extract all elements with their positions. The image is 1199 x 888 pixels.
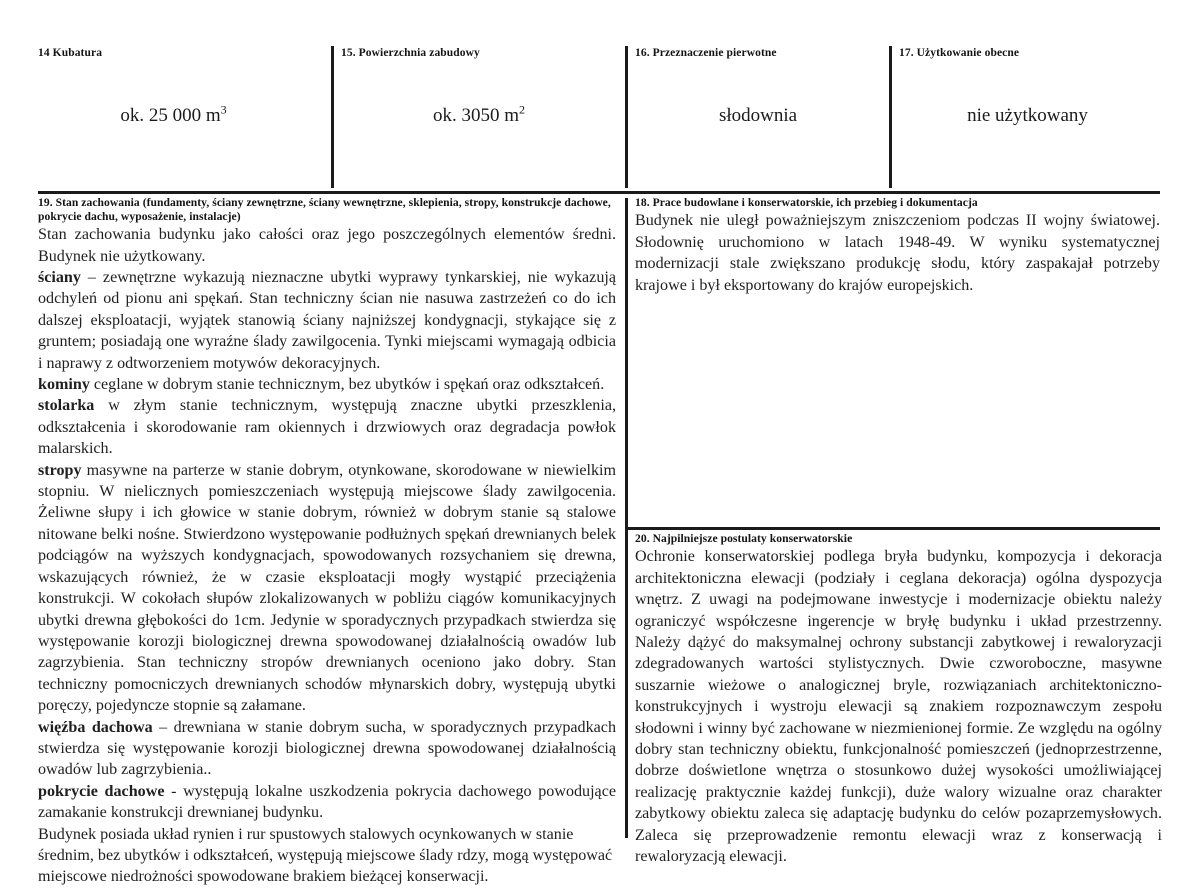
- field-cell-15: [331, 46, 625, 188]
- section-19-paragraph-2: [38, 267, 616, 374]
- field-label-16: 16. Przeznaczenie pierwotne: [635, 47, 777, 59]
- section-19-paragraph-8: [38, 824, 616, 888]
- field-value-14-text: ok. 25 000 m: [120, 105, 221, 126]
- section-20-paragraph-1: [635, 546, 1162, 867]
- section-19-p4-lead: stolarka: [38, 397, 95, 415]
- section-20-p1-text: Ochronie konserwatorskiej podlega bryła budynku, kompozycja i dekoracja architektoniczna elewacji (podziały i ceglana dekoracja) ogólna dyspozycja wnętrz. Z uwagi na podejmowane inwestycje i modernizacje obiektu należy ograniczyć współczesne ingerencje w bryłę budynku i układ przestrzenny. Należy dążyć do maksymalnej ochrony substancji zabytkowej i rewaloryzacji zdegradowanych wartości stylistycznych. Dwie czworoboczne, masywne suszarnie wieżowe o analogicznej bryle, rozwiązaniach architektoniczno-konstrukcyjnych i wystroju elewacji są znakiem rozpoznawczym zespołu słodowni i winny być zachowane w niezmienionej formie. Ze względu na ogólny dobry stan techniczny obiektu, funkcjonalność pomieszczeń (jednoprzestrzenne, dobrze doświetlone wnętrza o stosunkowo dużej wysokości umożliwiającej realizację praktycznie każdej funkcji), duże walory wizualne oraz charakter zabytkowy obiektu zaleca się adaptację budynku do celów pozaprzemysłowych. Zaleca się przeprowadzenie remontu elewacji wraz z konserwacją i rewaloryzacją elewacji.: [635, 548, 1162, 866]
- section-19-p6-text: – drewniana w stanie dobrym sucha, w sporadycznych przypadkach stwierdza się występowanie korozji biologicznej drewna spowodowanej działalnością owadów lub zagrzybienia..: [38, 718, 616, 779]
- section-20: [635, 532, 1162, 868]
- section-19-paragraph-6: [38, 717, 616, 781]
- section-19-p7-lead: pokrycie dachowe: [38, 782, 165, 800]
- section-19-p3-lead: kominy: [38, 376, 90, 394]
- section-18-paragraph-1: [635, 210, 1160, 296]
- section-18-heading: 18. Prace budowlane i konserwatorskie, ich przebieg i dokumentacja: [635, 196, 978, 209]
- section-19-p8-text: Budynek posiada układ rynien i rur spustowych stalowych ocynkowanych w stanie średnim, bez ubytków i odkształceń, występują miejscowe ślady rdzy, mogą występować miejscowe niedrożności spowodowane brakiem bieżącej konserwacji.: [38, 825, 613, 886]
- lower-section: [38, 196, 1162, 886]
- field-value-14: [38, 104, 331, 128]
- section-19-paragraph-7: [38, 781, 616, 824]
- vertical-divider-center: [625, 198, 628, 838]
- section-20-heading: 20. Najpilniejsze postulaty konserwatorskie: [635, 532, 853, 545]
- section-18-p1-text: Budynek nie uległ poważniejszym zniszczeniom podczas II wojny światowej. Słodownię uruchomiono w latach 1948-49. W wyniku systematycznej modernizacji stale zwiększano produkcję słodu, który zaspakajał potrzeby krajowe i był eksportowany do krajów europejskich.: [635, 212, 1160, 294]
- field-value-15-text: ok. 3050 m: [432, 105, 520, 126]
- field-cell-14: [38, 46, 331, 188]
- top-field-row: [38, 46, 1160, 188]
- field-cell-16: [625, 46, 889, 188]
- field-value-15: [341, 104, 625, 128]
- field-label-15: 15. Powierzchnia zabudowy: [341, 47, 480, 59]
- section-19-p2-lead: ściany: [38, 269, 81, 286]
- section-19-paragraph-5: [38, 460, 616, 717]
- field-value-14-exponent: 3: [220, 102, 227, 117]
- section-19-p6-lead: więźba dachowa: [38, 718, 153, 736]
- section-19-paragraph-4: [38, 395, 616, 459]
- section-19: [38, 196, 616, 888]
- field-label-17: 17. Użytkowanie obecne: [899, 47, 1020, 59]
- field-label-14: 14 Kubatura: [38, 47, 103, 59]
- section-19-p5-text: masywne na parterze w stanie dobrym, otynkowane, skorodowane w niewielkim stopniu. W nielicznych pomieszczeniach występują miejscowe ślady zawilgocenia. Żeliwne słupy i ich głowice w stanie dobrym, również w dobrym stanie są stalowe nitowane belki nośne. Stwierdzono występowanie podłużnych spękań drewnianych belek podciągów na wyższych kondygnacjach, spowodowanych rozsychaniem się drewna, wskazujących również, że w czasie eksploatacji mogły wystąpić przeciążenia konstrukcji. W cokołach słupów zlokalizowanych w pobliżu ciągów komunikacyjnych ubytki drewna głębokości do 1cm. Jedynie w sporadycznych przypadkach stwierdza się występowanie korozji biologicznej drewna spowodowanej działalnością owadów lub zagrzybienia. Stan techniczny stropów drewnianych oceniono jako dobry. Stan techniczny pomocniczych drewnianych schodów młynarskich dobry, występują ubytki poręczy, pojedyncze stopnie są załamane.: [38, 461, 616, 715]
- field-cell-17: [889, 46, 1160, 188]
- field-value-15-exponent: 2: [519, 102, 526, 117]
- section-19-p4-text: w złym stanie technicznym, występują znaczne ubytki przeszklenia, odkształcenia i skorodowanie ram okiennych i drzwiowych oraz degradacja powłok malarskich.: [38, 397, 616, 458]
- section-19-p7-text: - występują lokalne uszkodzenia pokrycia dachowego powodujące zamakanie konstrukcji drewnianej budynku.: [38, 782, 616, 822]
- section-18: [635, 196, 1160, 296]
- field-value-16-text: słodownia: [718, 105, 798, 126]
- section-19-p2-text: – zewnętrzne wykazują nieznaczne ubytki wyprawy tynkarskiej, nie wykazują odchyleń od pionu ani spękań. Stan techniczny ścian nie nasuwa zastrzeżeń co do ich dalszej eksploatacji, wyjątek stanowią ściany najniższej kondygnacji, stykające się z gruntem; posiadają one wyraźne ślady zawilgocenia. Tynki miejscami wymagają odbicia i naprawy z odtworzeniem motywów dekoracyjnych.: [38, 269, 616, 372]
- field-value-16: [635, 104, 889, 128]
- section-19-p3-text: ceglane w dobrym stanie technicznym, bez ubytków i spękań oraz odkształceń.: [89, 376, 605, 394]
- section-19-paragraph-3: [38, 374, 616, 395]
- section-19-p5-lead: stropy: [38, 461, 82, 479]
- section-19-p1-text: Stan zachowania budynku jako całości oraz jego poszczególnych elementów średni. Budynek nie użytkowany.: [38, 226, 616, 265]
- field-value-17-text: nie użytkowany: [967, 105, 1088, 126]
- section-19-heading: 19. Stan zachowania (fundamenty, ściany zewnętrzne, ściany wewnętrzne, sklepienia, stropy, konstrukcje dachowe, pokrycie dachu, wyposażenie, instalacje): [38, 196, 611, 223]
- horizontal-rule-main: [38, 191, 1160, 194]
- section-19-paragraph-1: [38, 224, 616, 267]
- horizontal-rule-right-mid: [625, 527, 1160, 530]
- field-value-17: [899, 104, 1160, 128]
